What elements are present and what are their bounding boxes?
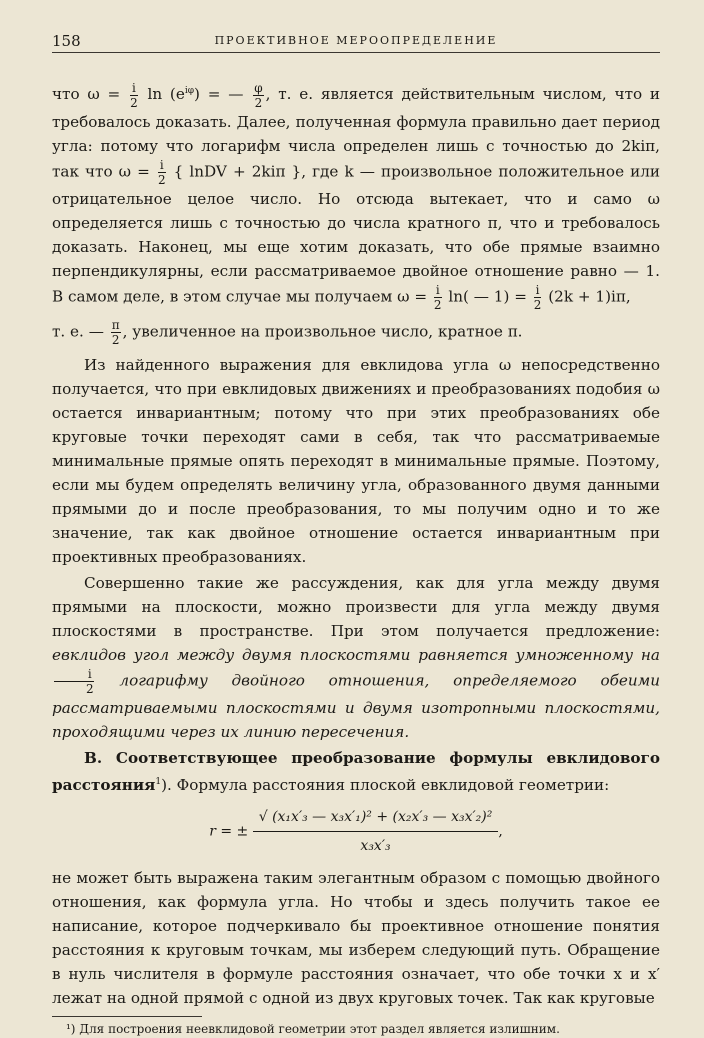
- formula-lhs: r = ±: [209, 823, 249, 840]
- text-segment: ln (e: [147, 85, 185, 104]
- footnote-marker: 1: [155, 776, 162, 787]
- footnote: ¹) Для построения неевклидовой геометрии этот раздел является излишним.: [66, 1021, 560, 1036]
- superscript: iφ: [184, 86, 195, 96]
- book-page: [52, 28, 660, 1038]
- distance-formula: [52, 805, 660, 858]
- formula-comma: ,: [498, 823, 503, 840]
- fraction: $\frac{i}{2}$: [130, 80, 138, 110]
- page-number: 158: [52, 32, 81, 50]
- footnote-rule: [52, 1016, 202, 1017]
- paragraph-1-end: [52, 318, 660, 347]
- paragraph-3: [52, 571, 660, 744]
- fraction: $\frac{\pi}{2}$: [111, 317, 120, 347]
- fraction: $\frac{i}{2}$: [533, 282, 542, 312]
- text-segment: (2k + 1)iπ,: [548, 287, 631, 306]
- text-segment: ln( — 1) =: [448, 287, 527, 306]
- main-text: [52, 79, 660, 1038]
- paragraph-1: [52, 79, 660, 312]
- theorem-text: евклидов угол между двумя плоскостями равняется умноженному на: [52, 645, 660, 664]
- text-segment: т. е. —: [52, 322, 104, 341]
- section-heading: B. Соответствующее преобразование формулы евклидового расстояния: [52, 748, 660, 794]
- text-segment: , увеличенное на произвольное число, кратное π.: [122, 322, 523, 341]
- text-segment: k — произвольное положительное или отрицательное целое число. Но отсюда вытекает, что и само ω определяется лишь с точностью до числа кратного π, что и требовалось доказать. Наконец, мы еще хотим доказать, что обе прямые взаимно перпендикулярны, если рассматриваемое двойное отношение равно — 1. В самом деле, в этом случае мы получаем ω =: [52, 162, 661, 306]
- text-segment: что и требовалось доказать. Далее, полученная формула правильно дает период угла: потому что логарифм числа определен лишь с точностью до 2kiπ, так что ω =: [52, 85, 661, 181]
- text-segment: , т. е. является действительным числом,: [265, 85, 607, 104]
- text-segment: ). Формула расстояния плоской евклидовой геометрии:: [161, 775, 610, 794]
- formula-denominator: x₃x′₃: [360, 837, 391, 854]
- fraction: $\frac{i}{2}$: [433, 282, 442, 312]
- page-header: [52, 28, 660, 53]
- formula-numerator: √ (x₁x′₃ — x₃x′₁)² + (x₂x′₃ — x₃x′₂)²: [253, 805, 499, 832]
- running-title: ПРОЕКТИВНОЕ МЕРООПРЕДЕЛЕНИЕ: [214, 34, 498, 47]
- text-segment: ) = —: [194, 85, 244, 104]
- fraction: $\frac{\varphi}{2}$: [254, 80, 263, 110]
- paragraph-5: не может быть выражена таким элегантным образом с помощью двойного отношения, как формула угла. Но чтобы и здесь получить такое ее написание, которое подчеркивало бы проективное отношение понятия расстояния к круговым точкам, мы изберем следующий путь. Обращение в нуль числителя в формуле расстояния означает, что обе точки x и x′ лежат на одной прямой с одной из двух круговых точек. Так как круговые: [52, 868, 660, 1007]
- text-segment: Совершенно такие же рассуждения, как для угла между двумя прямыми на плоскости, можно произвести для угла между двумя плоскостями в пространстве. При этом получается предложение:: [52, 573, 660, 640]
- text-segment: { lnDV + 2kiπ }, где: [173, 162, 339, 181]
- formula-fraction: [253, 805, 499, 858]
- theorem-text: логарифму двойного отношения, определяемого обеими рассматриваемыми плоскостями и двумя изотропными плоскостями, проходящими через их линию пересечения.: [52, 671, 660, 741]
- fraction: $\frac{i}{2}$: [54, 667, 94, 696]
- text-segment: что ω =: [52, 85, 121, 104]
- paragraph-2: Из найденного выражения для евклидова угла ω непосредственно получается, что при евклидовых движениях и преобразованиях подобия ω остается инвариантным; потому что при этих преобразованиях обе круговые точки переходят сами в себя, так что рассматриваемые минимальные прямые опять переходят в минимальные прямые. Поэтому, если мы будем определять величину угла, образованного двумя данными прямыми до и после преобразования, то мы получим одно и то же значение, так как двойное отношение остается инвариантным при проективных преобразованиях.: [52, 355, 660, 566]
- paragraph-4: [52, 746, 660, 797]
- fraction: $\frac{i}{2}$: [157, 157, 166, 187]
